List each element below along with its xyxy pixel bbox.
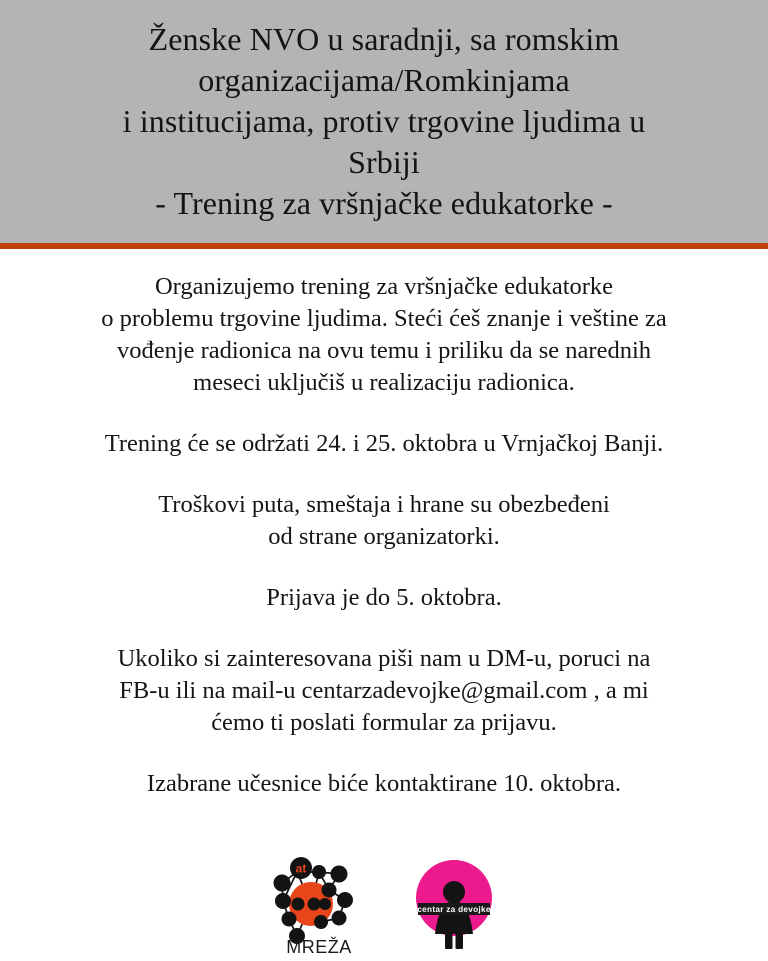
- mreza-nodes: [274, 865, 354, 944]
- paragraph-intro-line-4: meseci uključiš u realizaciju radionica.: [193, 369, 575, 396]
- mreza-at-label: at: [295, 861, 307, 876]
- logo-centar-za-devojke: [407, 856, 501, 957]
- paragraph-intro-line-2: o problemu trgovine ljudima. Steći ćeš znanje i veštine za: [101, 305, 667, 332]
- paragraph-contact-line-2: FB-u ili na mail-u centarzadevojke@gmail.com , a mi: [119, 677, 649, 704]
- paragraph-contact-line-1: Ukoliko si zainteresovana piši nam u DM-u, poruci na: [117, 645, 651, 672]
- mreza-caption: MREŽA: [286, 937, 352, 956]
- paragraph-contact: [0, 643, 768, 739]
- poster-subtitle-line: - Trening za vršnjačke edukatorke -: [155, 185, 613, 221]
- centar-za-devojke-icon: [407, 856, 501, 952]
- paragraph-date-place: [0, 428, 768, 460]
- paragraph-deadline: [0, 582, 768, 614]
- poster-title-line-2: organizacijama/Romkinjama: [198, 62, 570, 98]
- czd-band-label: centar za devojke: [417, 905, 491, 914]
- paragraph-deadline-line-1: Prijava je do 5. oktobra.: [266, 584, 502, 611]
- paragraph-contact-line-3: ćemo ti poslati formular za prijavu.: [211, 709, 557, 736]
- paragraph-intro-line-3: vođenje radionica na ovu temu i priliku da se narednih: [116, 337, 652, 364]
- paragraph-selection-line-1: Izabrane učesnice biće kontaktirane 10. oktobra.: [146, 770, 622, 797]
- paragraph-date-place-line-1: Trening će se održati 24. i 25. oktobra u Vrnjačkoj Banji.: [104, 430, 664, 457]
- paragraph-costs-line-1: Troškovi puta, smeštaja i hrane su obezbeđeni: [158, 491, 610, 518]
- paragraph-intro-line-1: Organizujemo trening za vršnjačke edukatorke: [154, 273, 614, 300]
- logo-mreza: [267, 856, 371, 961]
- paragraph-selection: [0, 768, 768, 800]
- paragraph-costs: [0, 489, 768, 553]
- paragraph-intro: [0, 271, 768, 399]
- poster-title-line-1: Ženske NVO u saradnji, sa romskim: [148, 21, 620, 57]
- header-banner: [0, 0, 768, 243]
- mreza-network-icon: [267, 856, 371, 956]
- poster-title-line-3: i institucijama, protiv trgovine ljudima u: [122, 103, 646, 139]
- poster-title-line-4: Srbiji: [348, 144, 420, 180]
- poster-body: [0, 249, 768, 800]
- paragraph-costs-line-2: od strane organizatorki.: [268, 523, 500, 550]
- logo-row: [0, 856, 768, 960]
